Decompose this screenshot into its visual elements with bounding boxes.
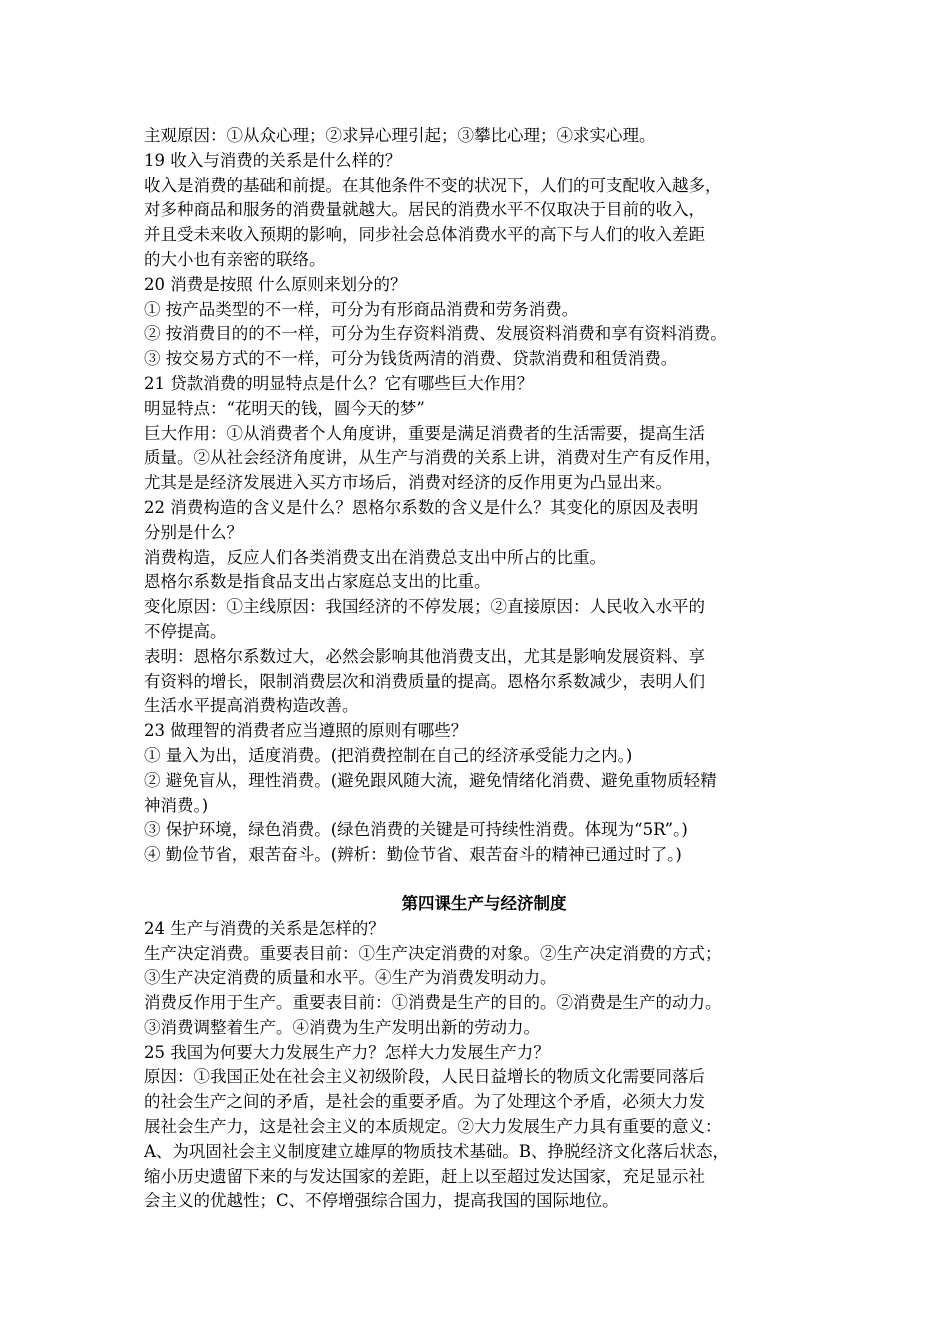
text-line: 24 生产与消费的关系是怎样的？ [144,918,385,938]
text-line: 21 贷款消费的明显特点是什么？它有哪些巨大作用？ [144,373,534,393]
text-line: 尤其是是经济发展进入买方市场后，消费对经济的反作用更为凸显出来。 [144,473,672,493]
text-line: 会主义的优越性；C、不停增强综合国力，提高我国的国际地位。 [144,1191,619,1211]
text-line: 25 我国为何要大力发展生产力？怎样大力发展生产力？ [144,1042,550,1062]
text-line: ② 避免盲从，理性消费。(避免跟风随大流，避免情绪化消费、避免重物质轻精 [144,770,717,790]
document-page [144,124,824,1214]
text-line: 20 消费是按照 什么原则来划分的？ [144,274,407,294]
text-line: 巨大作用：①从消费者个人角度讲，重要是满足消费者的生活需要，提高生活 [144,423,705,443]
text-line: 的大小也有亲密的联络。 [144,249,326,269]
text-line: ③消费调整着生产。④消费为生产发明出新的劳动力。 [144,1017,540,1037]
text-line: ③ 按交易方式的不一样，可分为钱货两清的消费、贷款消费和租赁消费。 [144,349,678,369]
text-line: 消费反作用于生产。重要表目前：①消费是生产的目的。②消费是生产的动力。 [144,993,722,1013]
text-line: 分别是什么？ [144,522,243,542]
text-line: 22 消费构造的含义是什么？恩格尔系数的含义是什么？其变化的原因及表明 [144,497,699,517]
text-line: 质量。②从社会经济角度讲，从生产与消费的关系上讲，消费对生产有反作用， [144,448,722,468]
text-line: ① 量入为出，适度消费。(把消费控制在自己的经济承受能力之内。) [144,745,633,765]
text-line: ① 按产品类型的不一样，可分为有形商品消费和劳务消费。 [144,299,579,319]
text-block-before-heading [144,124,824,868]
text-line: 展社会生产力，这是社会主义的本质规定。②大力发展生产力具有重要的意义： [144,1117,722,1137]
text-line: 明显特点：“花明天的钱，圆今天的梦” [144,398,425,418]
text-line: 不停提高。 [144,621,227,641]
text-line: 原因：①我国正处在社会主义初级阶段，人民日益增长的物质文化需要同落后 [144,1067,705,1087]
text-line: ③ 保护环境，绿色消费。(绿色消费的关键是可持续性消费。体现为“5R”。) [144,820,688,840]
text-line: ② 按消费目的的不一样，可分为生存资料消费、发展资料消费和享有资料消费。 [144,324,727,344]
text-line: ③生产决定消费的质量和水平。④生产为消费发明动力。 [144,968,557,988]
text-line: 生活水平提高消费构造改善。 [144,696,359,716]
text-line: 恩格尔系数是指食品支出占家庭总支出的比重。 [144,572,491,592]
text-line: A、为巩固社会主义制度建立雄厚的物质技术基础。B、挣脱经济文化落后状态， [144,1141,730,1161]
text-line: 的社会生产之间的矛盾，是社会的重要矛盾。为了处理这个矛盾，必须大力发 [144,1092,705,1112]
text-line: 生产决定消费。重要表目前：①生产决定消费的对象。②生产决定消费的方式； [144,943,722,963]
text-line: 收入是消费的基础和前提。在其他条件不变的状况下，人们的可支配收入越多， [144,175,722,195]
text-line: 23 做理智的消费者应当遵照的原则有哪些？ [144,721,468,741]
lesson-heading: 第四课生产与经济制度 [401,893,567,913]
text-line: ④ 勤俭节省，艰苦奋斗。(辨析：勤俭节省、艰苦奋斗的精神已通过时了。) [144,845,682,865]
text-line: 表明：恩格尔系数过大，必然会影响其他消费支出，尤其是影响发展资料、享 [144,646,705,666]
text-line: 对多种商品和服务的消费量就越大。居民的消费水平不仅取决于目前的收入， [144,200,705,220]
text-line: 消费构造，反应人们各类消费支出在消费总支出中所占的比重。 [144,547,606,567]
text-line: 主观原因：①从众心理；②求异心理引起；③攀比心理；④求实心理。 [144,126,656,145]
text-line: 缩小历史遗留下来的与发达国家的差距，赶上以至超过发达国家，充足显示社 [144,1166,705,1186]
text-line: 并且受未来收入预期的影响，同步社会总体消费水平的高下与人们的收入差距 [144,225,705,245]
text-line: 19 收入与消费的关系是什么样的？ [144,150,402,170]
text-block-after-heading [144,917,824,1215]
text-line: 有资料的增长，限制消费层次和消费质量的提高。恩格尔系数减少，表明人们 [144,671,705,691]
text-line: 变化原因：①主线原因：我国经济的不停发展；②直接原因：人民收入水平的 [144,597,705,617]
text-line: 神消费。) [144,795,209,815]
